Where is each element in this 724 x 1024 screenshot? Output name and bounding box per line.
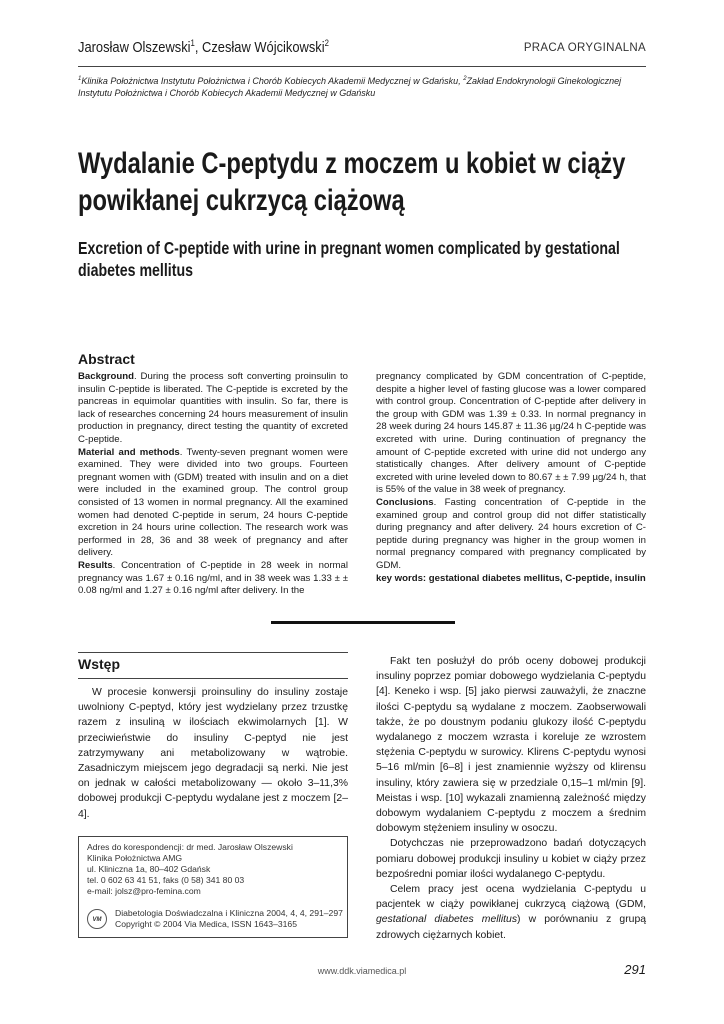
abstract-text: pregnancy complicated by GDM concentration of C-peptide, despite a higher level of fasting glucose was a lower compared with control group. Concentration of C-peptide after delivery in the group with GDM was 1.39 ± 0.33. In normal pregnancy in 28 week during 24 hours 145.87 ± 11.36 µg/24 h C-peptide was excreted with urine. During continuation of pregnancy the amount of C-peptide excreted with urine did not undergo any statistically changes. After delivery amount of C-peptide excreted with urine leveled down to 80.67 ± ± 7.99 µg/24 h, that is 55% of the value in 38 week of pregnancy.	[376, 371, 646, 496]
header-divider	[78, 66, 646, 67]
correspondence-line: Klinika Położnictwa AMG	[87, 853, 183, 863]
heading-rule	[78, 678, 348, 679]
footer-url: www.ddk.viamedica.pl	[317, 966, 407, 976]
intro-column-right	[376, 654, 646, 943]
title-line: powikłanej cukrzycą ciążową	[78, 184, 405, 217]
authors	[78, 38, 329, 56]
affiliation-marker: 1	[78, 76, 82, 82]
copyright: Copyright © 2004 Via Medica, ISSN 1643–3165	[115, 919, 297, 929]
citation: Diabetologia Doświadczalna i Kliniczna 2004, 4, 4, 291–297	[115, 908, 343, 918]
publication-text	[115, 908, 343, 930]
section-label: Background	[78, 371, 134, 382]
page-number: 291	[624, 962, 646, 977]
heading-rule	[78, 652, 348, 653]
keywords: key words: gestational diabetes mellitus, C-peptide, insulin	[376, 572, 646, 584]
author-name: Czesław Wójcikowski	[202, 39, 325, 56]
paper-type-label: PRACA ORYGINALNA	[523, 42, 646, 54]
affiliation-text: Klinika Położnictwa Instytutu Położnictwa i Chorób Kobiecych Akademii Medycznej w Gdańsku,	[81, 76, 464, 86]
abstract-text: . Fasting concentration of C-peptide in the examined group and control group did not differ statistically during pregnancy and after delivery. 24 hours excretion of C-peptide during pregnancy was higher in the group women in normal pregnancy compared with pregnancy complicated by GDM.	[376, 496, 646, 571]
title-english	[78, 237, 620, 281]
intro-paragraph: Fakt ten posłużył do prób oceny dobowej produkcji insuliny poprzez pomiar dobowego wydzielania C-peptydu [4]. Keneko i wsp. [5] jako pierwsi zauważyli, że znaczne ilości C-peptydu są wydalane z moczem. Zaobserwowali także, że po doustnym podaniu glukozy ilość C-peptydu wydalanego z moczem wzrasta i koreluje ze wzrostem stężenia C-peptydu w surowicy. Klirens C-peptydu wynosi 5–16 ml/min [6–8] i jest znamiennie wyższy od klirensu insuliny, który zawiera się w przedziale 0,15–1 ml/min [9]. Meistas i wsp. [10] wykazali znamienną zależność między dobowym wydalaniem C-peptydu z moczem a średnim dobowym stężeniem insuliny w osoczu.	[376, 656, 646, 835]
abstract-column-left	[78, 371, 348, 598]
affiliation-marker: 1	[190, 38, 195, 48]
correspondence-line: ul. Kliniczna 1a, 80–402 Gdańsk	[87, 864, 211, 874]
abstract-text: . Concentration of C-peptide in 28 week in normal pregnancy was 1.67 ± 0.16 ng/ml, and in 38 week was 1.33 ± ± 0.08 ng/ml and 1.27 ± 0.16 ng/ml after delivery. In the	[78, 559, 348, 597]
title-polish	[78, 145, 626, 219]
affiliations	[78, 73, 646, 99]
affiliation-text: Zakład Endokrynologii Ginekologicznej Instytutu Położnictwa i Chorób Kobiecych Akademii Medycznej w Gdańsku	[78, 76, 622, 98]
title-line: diabetes mellitus	[78, 260, 194, 280]
paragraph-italic: gestational diabetes mellitus	[376, 914, 518, 926]
publication-info	[87, 908, 343, 930]
author-separator: ,	[194, 39, 203, 56]
title-line: Wydalanie C-peptydu z moczem u kobiet w ciąży	[78, 147, 626, 180]
abstract-heading: Abstract	[78, 351, 135, 367]
section-label: Conclusions	[376, 496, 434, 508]
intro-paragraph: Dotychczas nie przeprowadzono badań dotyczących pomiaru dobowej produkcji insuliny u kobiet w ciąży przez bezpośredni pomiar ilości wydalanego C-peptydu.	[376, 838, 646, 880]
publisher-logo-icon: VM	[87, 909, 107, 929]
affiliation-marker: 2	[324, 38, 329, 48]
intro-heading: Wstęp	[78, 656, 120, 672]
section-separator	[271, 621, 455, 624]
intro-paragraph: W procesie konwersji proinsuliny do insuliny zostaje uwolniony C-peptyd, który jest wydzielany przez trzustkę razem z insuliną w ilościach ekwimolarnych [1]. W przeciwieństwie do insuliny C-peptyd nie jest zatrzymywany ani metabolizowany w wątrobie. Zasadniczym miejscem jego degradacji są nerki. Nie jest on jednak w całości metabolizowany — około 3–11,3% dobowej produkcji C-peptydu wydalane jest z moczem [2–4].	[78, 687, 348, 820]
section-label: Results	[78, 559, 113, 571]
paragraph-text: ) w porównaniu z grupą zdrowych ciężarnych kobiet.	[376, 914, 646, 941]
intro-paragraph	[376, 882, 646, 943]
correspondence-line: tel. 0 602 63 41 51, faks (0 58) 341 80 03	[87, 875, 245, 885]
correspondence-line: Adres do korespondencji: dr med. Jarosław Olszewski	[87, 842, 293, 852]
abstract-column-right	[376, 371, 646, 585]
paragraph-text: Celem pracy jest ocena wydzielania C-peptydu u pacjentek w ciąży powikłanej cukrzycą ciążową (GDM,	[376, 884, 646, 911]
title-line: Excretion of C-peptide with urine in pregnant women complicated by gestational	[78, 238, 620, 258]
intro-column-left	[78, 685, 348, 822]
correspondence-email: e-mail: jolsz@pro-femina.com	[87, 886, 201, 896]
correspondence-box	[78, 836, 348, 938]
section-label: Material and methods	[78, 446, 180, 458]
abstract-text: . Twenty-seven pregnant women were examined. They were divided into two groups. Fourteen pregnant women with (GDM) treated with insulin and on a diet were included in the examined group. The control group consisted of 13 women in normal pregnancy. All the examined women had denoted C-peptide in serum, 24 hours C-peptide excretion in 24 hours urine collection. The research work was performed in 28, 36 and 38 week of pregnancy and after delivery.	[78, 446, 349, 559]
author-name: Jarosław Olszewski	[78, 39, 191, 56]
affiliation-marker: 2	[463, 76, 467, 82]
abstract-text: . During the process soft converting proinsulin to insulin C-peptide is liberated. The C-peptide is excreted by the pancreas in equimolar quantities with insulin. So far, there is lack of researches concerning 24 hours measurement of insulin production in pregnancy, direct testing the quantity of excreted C-peptide.	[78, 371, 348, 445]
